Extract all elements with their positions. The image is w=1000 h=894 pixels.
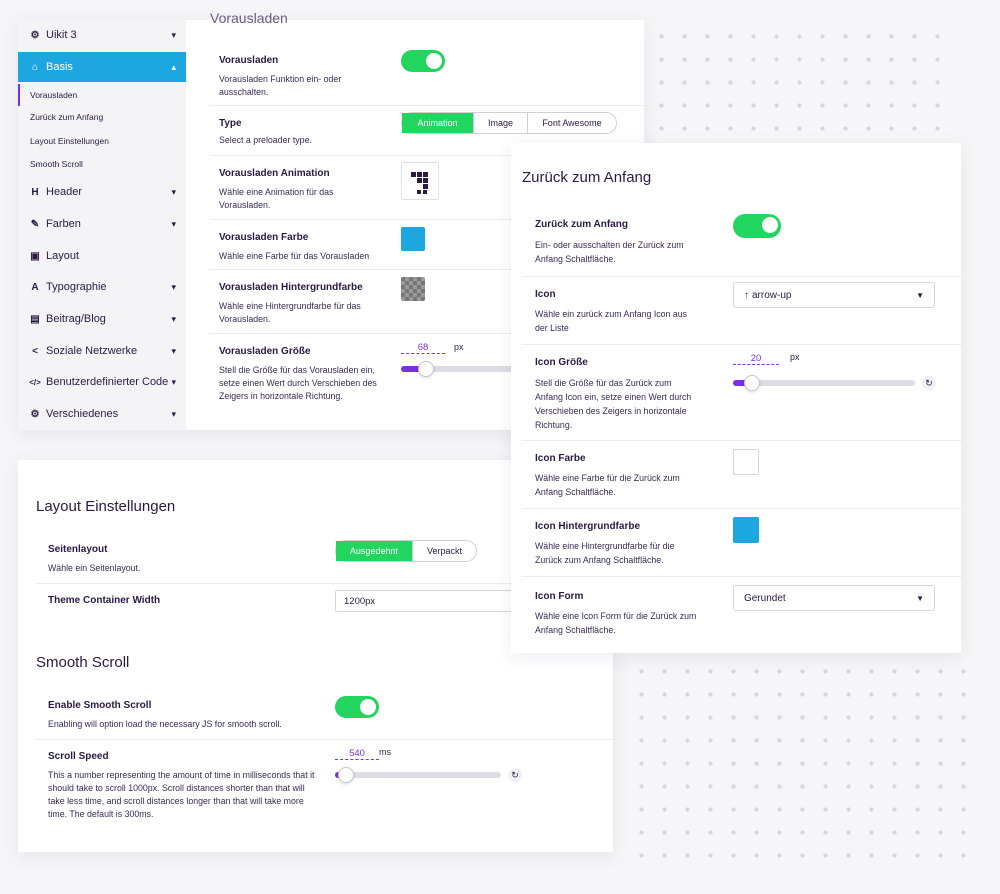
- gears-icon: ⚙: [30, 408, 40, 420]
- setting-desc: Vorausladen Funktion ein- oder: [219, 74, 342, 84]
- setting-row: [522, 509, 961, 577]
- dot-pattern-top: [650, 25, 950, 137]
- setting-desc: This a number representing the amount of time in milliseconds that it: [48, 770, 315, 780]
- setting-label: Vorausladen Animation: [219, 168, 330, 179]
- dot-pattern-bottom: [630, 660, 970, 875]
- sidebar-item-layout[interactable]: [18, 241, 186, 271]
- chevron-down-icon: ▾: [171, 313, 176, 324]
- icon-size-value[interactable]: 20: [733, 353, 779, 365]
- scroll-speed-value[interactable]: 540: [335, 748, 379, 760]
- unit-label: px: [790, 352, 800, 362]
- preloader-type-selector: [401, 112, 617, 134]
- setting-desc: Wähle eine Farbe für die Zurück zum: [535, 473, 680, 483]
- font-icon: A: [31, 281, 39, 293]
- setting-label: Vorausladen: [219, 55, 279, 66]
- chevron-up-icon: ▴: [171, 61, 176, 72]
- setting-label: Icon Form: [535, 591, 584, 602]
- site-layout-selector: [335, 540, 477, 562]
- sidebar-item-label: Header: [46, 186, 83, 198]
- blog-icon: ▤: [30, 313, 40, 325]
- code-icon: </>: [29, 377, 41, 387]
- setting-desc: Richtung.: [535, 420, 573, 430]
- setting-desc: time. The default is 300ms.: [48, 809, 154, 819]
- setting-desc: Stell die Größe für das Zurück zum: [535, 378, 672, 388]
- preloader-color-swatch[interactable]: [401, 227, 425, 251]
- slider-handle[interactable]: [418, 361, 434, 377]
- setting-label: Zurück zum Anfang: [535, 219, 628, 230]
- sidebar-item-header[interactable]: [18, 177, 186, 207]
- setting-label: Vorausladen Größe: [219, 346, 311, 357]
- setting-row: [36, 740, 613, 852]
- setting-desc: Anfang Icon ein, setze einen Wert durch: [535, 392, 692, 402]
- type-option-animation[interactable]: Animation: [402, 113, 474, 133]
- sidebar-item-label: Beitrag/Blog: [46, 313, 106, 325]
- setting-desc: Anfang Schaltfläche.: [535, 254, 616, 264]
- sidebar-item-label: Uikit 3: [46, 29, 77, 41]
- sidebar-item-custom-code[interactable]: [18, 367, 186, 397]
- layout-icon: ▣: [30, 250, 40, 262]
- setting-desc: Wähle ein zurück zum Anfang Icon aus: [535, 309, 688, 319]
- setting-label: Enable Smooth Scroll: [48, 700, 152, 711]
- sidebar-item-blog[interactable]: [18, 304, 186, 334]
- sidebar-item-social[interactable]: [18, 336, 186, 366]
- icon-bgcolor-swatch[interactable]: [733, 517, 759, 543]
- setting-desc: should take to scroll 1000px. Scroll distances shorter than that will: [48, 783, 305, 793]
- setting-row: [522, 209, 961, 277]
- chevron-down-icon: ▾: [171, 218, 176, 229]
- setting-label: Seitenlayout: [48, 544, 108, 555]
- slider-handle[interactable]: [338, 767, 354, 783]
- setting-desc: Vorausladen.: [219, 314, 271, 324]
- reset-icon[interactable]: ↻: [922, 376, 936, 390]
- setting-desc: setze einen Wert durch Verschieben des: [219, 378, 377, 388]
- setting-label: Vorausladen Farbe: [219, 232, 309, 243]
- setting-desc: Ein- oder ausschalten der Zurück zum: [535, 240, 684, 250]
- type-option-font-awesome[interactable]: Font Awesome: [542, 118, 602, 128]
- chevron-down-icon: ▾: [171, 186, 176, 197]
- preloader-size-value[interactable]: 68: [401, 342, 445, 354]
- icon-color-swatch[interactable]: [733, 449, 759, 475]
- setting-desc: Wähle eine Animation für das: [219, 187, 334, 197]
- setting-desc: take less time, and scroll distances longer than that will take more: [48, 796, 304, 806]
- section-title-partial: Vorausladen: [210, 10, 288, 26]
- slider-handle[interactable]: [744, 375, 760, 391]
- smooth-scroll-toggle[interactable]: [335, 696, 379, 718]
- setting-desc: Anfang Schaltfläche.: [535, 625, 616, 635]
- setting-desc: Vorausladen.: [219, 200, 271, 210]
- setting-desc: Select a preloader type.: [219, 135, 312, 145]
- sidebar-subitem-zurueck[interactable]: Zurück zum Anfang: [30, 112, 104, 122]
- setting-desc: der Liste: [535, 323, 569, 333]
- setting-row: [36, 688, 613, 740]
- setting-desc: Wähle eine Icon Form für die Zurück zum: [535, 611, 697, 621]
- chevron-down-icon: ▾: [171, 345, 176, 356]
- container-width-input[interactable]: 1200px: [335, 590, 613, 612]
- setting-label: Icon Hintergrundfarbe: [535, 521, 641, 532]
- sidebar: [18, 20, 186, 430]
- setting-desc: Wähle eine Hintergrundfarbe für das: [219, 301, 361, 311]
- animation-preview-icon: [402, 163, 440, 201]
- setting-desc: Verschieben des Zeigers in horizontale: [535, 406, 687, 416]
- setting-label: Scroll Speed: [48, 751, 109, 762]
- arrow-up-icon: ↑: [744, 289, 749, 301]
- caret-down-icon: ▼: [916, 290, 924, 300]
- animation-preview-box[interactable]: [401, 162, 439, 200]
- setting-desc: Zurück zum Anfang Schaltfläche.: [535, 555, 664, 565]
- section-title-backtotop: Zurück zum Anfang: [522, 169, 652, 186]
- sidebar-subitem-layout[interactable]: Layout Einstellungen: [30, 136, 109, 146]
- brush-icon: ✎: [30, 218, 40, 230]
- icon-shape-select[interactable]: [733, 585, 935, 611]
- select-value: arrow-up: [752, 289, 792, 301]
- icon-size-slider[interactable]: [733, 380, 915, 386]
- sidebar-item-typographie[interactable]: [18, 272, 186, 302]
- gears-icon: ⚙: [30, 29, 40, 41]
- setting-desc: Anfang Schaltfläche.: [535, 487, 616, 497]
- setting-desc: Enabling will option load the necessary JS for smooth scroll.: [48, 719, 282, 729]
- setting-row: [522, 441, 961, 509]
- setting-label: Theme Container Width: [48, 595, 161, 606]
- reset-icon[interactable]: ↻: [508, 768, 522, 782]
- chevron-down-icon: ▾: [171, 376, 176, 387]
- sidebar-item-label: Soziale Netzwerke: [46, 345, 138, 357]
- preloader-bgcolor-swatch[interactable]: [401, 277, 425, 301]
- unit-label: ms: [379, 747, 391, 757]
- setting-row: [522, 277, 961, 345]
- setting-desc: Wähle eine Hintergrundfarbe für die: [535, 541, 675, 551]
- setting-label: Icon: [535, 289, 556, 300]
- setting-label: Icon Größe: [535, 357, 588, 368]
- preloader-toggle[interactable]: [401, 50, 445, 72]
- section-title-layout: Layout Einstellungen: [36, 498, 176, 515]
- home-icon: ⌂: [31, 61, 39, 73]
- sidebar-subitem-vorausladen[interactable]: Vorausladen: [18, 84, 186, 106]
- sidebar-item-label: Basis: [46, 61, 73, 73]
- sidebar-item-label: Benutzerdefinierter Code: [46, 376, 169, 388]
- type-option-image[interactable]: Image: [474, 113, 528, 133]
- sidebar-item-label: Verschiedenes: [46, 408, 119, 420]
- sidebar-item-label: Layout: [46, 250, 80, 262]
- chevron-down-icon: ▾: [171, 281, 176, 292]
- sidebar-item-label: Farben: [46, 218, 81, 230]
- setting-row: [522, 345, 961, 441]
- layout-option-ausgedehnt[interactable]: Ausgedehnt: [336, 541, 413, 561]
- settings-panel-backtotop: [511, 143, 961, 653]
- layout-option-verpackt[interactable]: Verpackt: [426, 546, 462, 556]
- sidebar-item-uikit[interactable]: [18, 20, 186, 50]
- sidebar-item-label: Typographie: [46, 281, 107, 293]
- setting-desc: Stell die Größe für das Vorausladen ein,: [219, 365, 375, 375]
- setting-row: [210, 48, 644, 106]
- setting-label: Vorausladen Hintergrundfarbe: [219, 282, 363, 293]
- sidebar-item-verschiedenes[interactable]: [18, 399, 186, 429]
- section-title-smooth-scroll: Smooth Scroll: [36, 654, 130, 671]
- sidebar-item-farben[interactable]: [18, 209, 186, 239]
- setting-desc: Zeigers in horizontale Richtung.: [219, 391, 343, 401]
- setting-desc: Wähle eine Farbe für das Vorausladen: [219, 251, 370, 261]
- chevron-down-icon: ▾: [171, 408, 176, 419]
- unit-label: px: [454, 342, 464, 352]
- share-icon: <: [32, 345, 38, 357]
- scroll-speed-slider[interactable]: [335, 772, 501, 778]
- sidebar-item-basis[interactable]: [18, 52, 186, 82]
- setting-label: Icon Farbe: [535, 453, 586, 464]
- backtotop-toggle[interactable]: [733, 214, 781, 238]
- setting-label: Type: [219, 118, 242, 129]
- chevron-down-icon: ▾: [171, 29, 176, 40]
- backtotop-icon-select[interactable]: [733, 282, 935, 308]
- select-value: Gerundet: [744, 592, 786, 604]
- setting-desc: Wähle ein Seitenlayout.: [48, 563, 141, 573]
- sidebar-subitem-smooth-scroll[interactable]: Smooth Scroll: [30, 159, 83, 169]
- caret-down-icon: ▼: [916, 593, 924, 603]
- setting-desc: ausschalten.: [219, 87, 269, 97]
- heading-icon: H: [31, 186, 39, 198]
- setting-row: [522, 577, 961, 653]
